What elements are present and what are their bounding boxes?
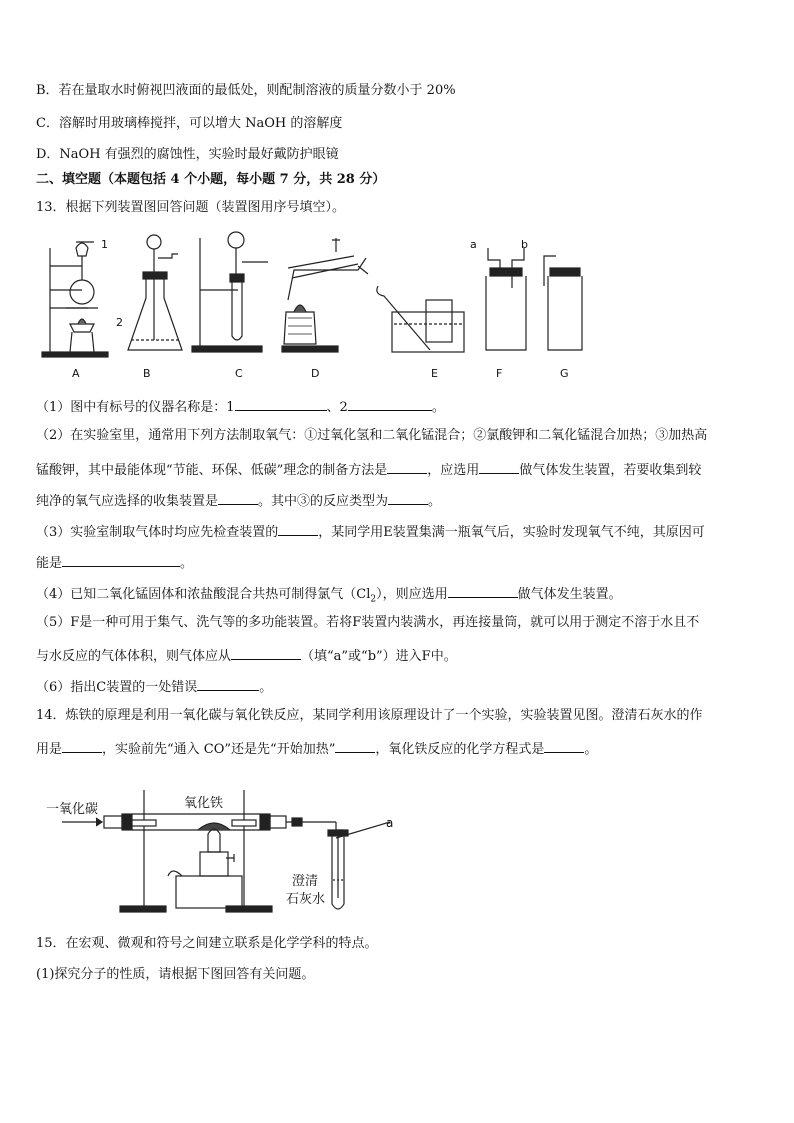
answer-blank[interactable]	[235, 396, 327, 411]
q13-p1-end: 。	[431, 400, 445, 415]
option-b: B．若在量取水时俯视凹液面的最低处，则配制溶液的质量分数小于 20%	[36, 83, 456, 98]
answer-blank[interactable]	[387, 459, 427, 474]
q13-p3-text: （3）实验室制取气体时均应先检查装置的	[36, 525, 279, 540]
q14-text: 用是	[36, 742, 63, 757]
q13-p2-line1: （2）在实验室里，通常用下列方法制取氧气：①过氧化氢和二氧化锰混合；②氯酸钾和二氧化锰混合加热；③加热高	[36, 428, 708, 443]
answer-blank[interactable]	[479, 459, 519, 474]
apparatus-b	[128, 235, 182, 350]
q13-p3-text3: 能是	[36, 556, 63, 571]
label-a: A	[72, 367, 80, 380]
q13-p6	[36, 676, 272, 697]
apparatus-a	[42, 242, 108, 357]
q13-p4-text2: ），则应选用	[376, 587, 448, 602]
label-co: 一氧化碳	[46, 802, 99, 817]
label-lime-1: 澄清	[292, 874, 319, 889]
answer-blank[interactable]	[388, 490, 428, 505]
q13-p3-line2	[36, 552, 193, 573]
q13-p3-text2: ，某同学用E装置集满一瓶氧气后，实验时发现氧气不纯，其原因可	[318, 525, 705, 540]
q13-p1-text: （1）图中有标号的仪器名称是：1	[36, 400, 235, 415]
q14-text3: ，氧化铁反应的化学方程式是	[375, 742, 545, 757]
apparatus-d	[282, 238, 368, 352]
label-g: G	[560, 367, 569, 380]
answer-blank[interactable]	[62, 552, 180, 567]
q13-p3-line1	[36, 521, 705, 542]
q15-sub1: (1)探究分子的性质，请根据下图回答有关问题。	[36, 967, 315, 982]
apparatus-c	[192, 232, 268, 352]
label-outlet-a: a	[386, 816, 394, 830]
marker-2: 2	[116, 316, 123, 329]
q13-stem: 13．根据下列装置图回答问题（装置图用序号填空）。	[36, 200, 346, 215]
label-d: D	[311, 367, 320, 380]
answer-blank[interactable]	[218, 490, 258, 505]
q13-p2-line3	[36, 490, 441, 511]
q13-apparatus-figure	[36, 228, 596, 378]
option-c: C．溶解时用玻璃棒搅拌，可以增大 NaOH 的溶解度	[36, 116, 343, 131]
q13-p2-text3: 做气体发生装置，若要收集到较	[519, 463, 702, 478]
answer-blank[interactable]	[278, 521, 318, 536]
answer-blank[interactable]	[231, 645, 301, 660]
apparatus-g	[544, 256, 582, 350]
answer-blank[interactable]	[335, 738, 375, 753]
label-lime-2: 石灰水	[286, 892, 326, 907]
q13-p4-text: （4）已知二氧化锰固体和浓盐酸混合共热可制得氯气（Cl	[36, 587, 371, 602]
q13-p5-text: 与水反应的气体体积，则气体应从	[36, 649, 232, 664]
q14-text2: ，实验前先“通入 CO”还是先“开始加热”	[102, 742, 336, 757]
q13-p1	[36, 396, 445, 417]
q13-p6-end: 。	[259, 680, 273, 695]
q13-p4-text3: 做气体发生装置。	[517, 587, 622, 602]
q13-p5-line2	[36, 645, 457, 666]
q14-line1: 14．炼铁的原理是利用一氧化碳与氧化铁反应，某同学利用该原理设计了一个实验，实验装置见图。澄清石灰水的作	[36, 708, 703, 723]
answer-blank[interactable]	[448, 583, 518, 598]
q15-stem: 15．在宏观、微观和符号之间建立联系是化学学科的特点。	[36, 936, 378, 951]
label-f: F	[496, 367, 503, 380]
apparatus-f	[486, 248, 526, 350]
q13-p4	[36, 583, 622, 609]
subscript-2: 2	[370, 594, 377, 605]
f-port-a: a	[470, 238, 477, 251]
q13-p3-end: 。	[180, 556, 194, 571]
q13-p5-line1: （5）F是一种可用于集气、洗气等的多功能装置。若将F装置内装满水，再连接量筒，就可以用于测定不溶于水且不	[36, 615, 700, 630]
label-fe2o3: 氧化铁	[184, 796, 224, 811]
label-b: B	[143, 367, 151, 380]
q13-p2-text2: ，应选用	[427, 463, 480, 478]
q13-p1-text2: 、2	[326, 400, 348, 415]
q13-p6-text: （6）指出C装置的一处错误	[36, 680, 198, 695]
answer-blank[interactable]	[544, 738, 584, 753]
q14-line2	[36, 738, 597, 759]
q13-p2-text: 锰酸钾，其中最能体现“节能、环保、低碳”理念的制备方法是	[36, 463, 388, 478]
label-c: C	[235, 367, 243, 380]
q14-end: 。	[584, 742, 598, 757]
option-d: D．NaOH 有强烈的腐蚀性，实验时最好戴防护眼镜	[36, 147, 339, 162]
q13-p2-end: 。	[428, 494, 442, 509]
apparatus-e	[377, 286, 464, 352]
answer-blank[interactable]	[348, 396, 432, 411]
label-e: E	[431, 367, 438, 380]
q13-p2-text4: 纯净的氧气应选择的收集装置是	[36, 494, 219, 509]
section-heading: 二、填空题（本题包括 4 个小题，每小题 7 分，共 28 分）	[36, 172, 386, 187]
q13-p2-text5: 。其中③的反应类型为	[258, 494, 389, 509]
answer-blank[interactable]	[197, 676, 259, 691]
f-port-b: b	[521, 238, 528, 251]
marker-1: 1	[101, 238, 108, 251]
q13-p5-text2: （填“a”或“b”）进入F中。	[301, 649, 457, 664]
answer-blank[interactable]	[62, 738, 102, 753]
q13-p2-line2	[36, 459, 701, 480]
